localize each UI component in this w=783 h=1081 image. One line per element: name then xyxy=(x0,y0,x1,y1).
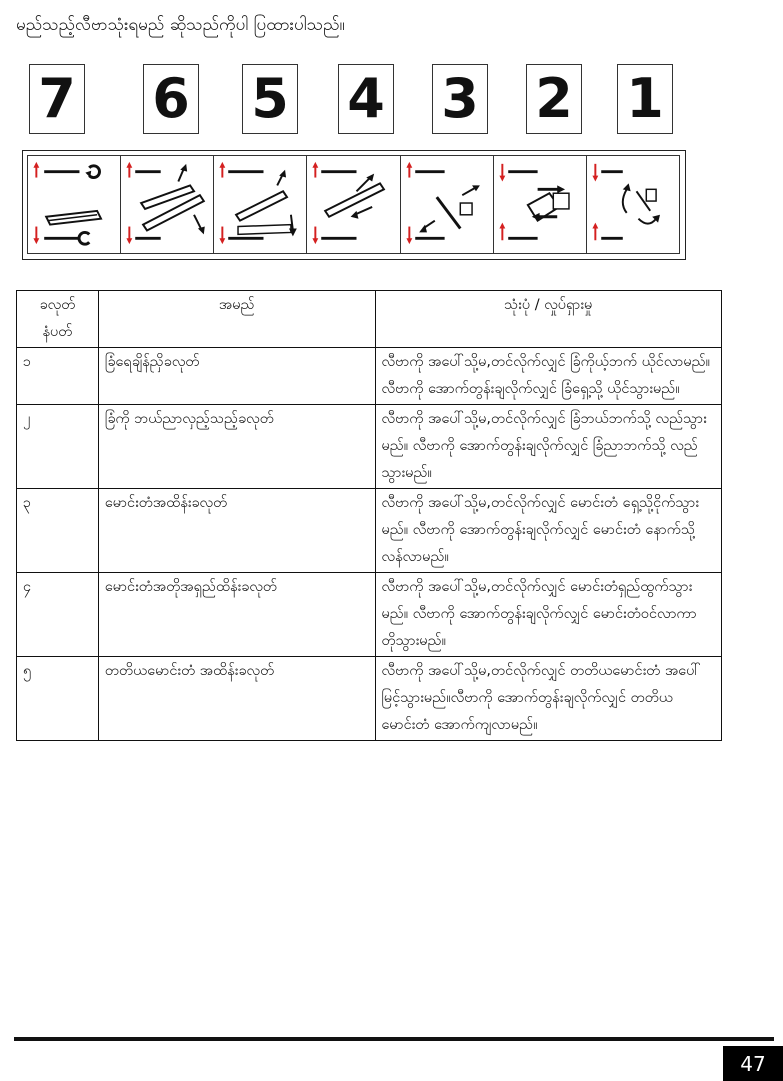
lever-number-box: 4 xyxy=(338,64,394,134)
table-row xyxy=(17,489,722,573)
table-header-row xyxy=(17,291,722,348)
intro-text: မည်သည့်လီဗာသုံးရမည် ဆိုသည်ကိုပါ ပြထားပါသည်။ xyxy=(16,15,345,35)
row-description: လီဗာကို အပေါ်သို့မ,တင်လိုက်လျှင် တတိယမောင်းတံ အပေါ်မြင့်သွားမည်။လီဗာကို အောက်တွန်းချလိုက်လျှင် တတိယမောင်းတံ အောက်ကျလာမည်။ xyxy=(375,657,722,741)
row-number: ၄ xyxy=(17,573,99,657)
table-row xyxy=(17,348,722,405)
row-number: ၂ xyxy=(17,405,99,489)
header-name: အမည် xyxy=(98,291,375,348)
lever-4-boom-telescope-icon xyxy=(307,156,400,253)
table-row xyxy=(17,573,722,657)
row-name: ခြံရေချိန်ညှိခလုတ် xyxy=(98,348,375,405)
lever-7-bucket-curl-icon xyxy=(28,156,121,253)
row-name: ခြံကို ဘယ်ညာလှည့်သည့်ခလုတ် xyxy=(98,405,375,489)
row-description: လီဗာကို အပေါ်သို့မ,တင်လိုက်လျှင် ခြံကိုယ့်ဘက် ယိုင်လာမည်။ လီဗာကို အောက်တွန်းချလိုက်လျှင် ခြံရှေ့သို့ ယိုင်သွားမည်။ xyxy=(375,348,722,405)
lever-3-boom-swing-icon xyxy=(401,156,494,253)
lever-number-box: 6 xyxy=(143,64,199,134)
row-name: မောင်းတံအထိန်းခလုတ် xyxy=(98,489,375,573)
row-name: တတိယမောင်းတံ အထိန်းခလုတ် xyxy=(98,657,375,741)
row-number: ၅ xyxy=(17,657,99,741)
page-number: 47 xyxy=(723,1046,783,1081)
table-row xyxy=(17,657,722,741)
lever-5-boom-extend-icon xyxy=(214,156,307,253)
lever-number-box: 3 xyxy=(432,64,488,134)
lever-icon-strip xyxy=(22,150,686,260)
table-row xyxy=(17,405,722,489)
footer-rule xyxy=(14,1037,774,1041)
row-description: လီဗာကို အပေါ်သို့မ,တင်လိုက်လျှင် မောင်းတံ ရှေ့သို့ငိုက်သွားမည်။ လီဗာကို အောက်တွန်းချလိုက်လျှင် မောင်းတံ နောက်သို့လန်လာမည်။ xyxy=(375,489,722,573)
row-number: ၃ xyxy=(17,489,99,573)
row-description: လီဗာကို အပေါ်သို့မ,တင်လိုက်လျှင် ခြံဘယ်ဘက်သို့ လည်သွားမည်။ လီဗာကို အောက်တွန်းချလိုက်လျှင် ခြံညာဘက်သို့ လည်သွားမည်။ xyxy=(375,405,722,489)
lever-1-arm-rotate-icon xyxy=(587,156,679,253)
lever-number-row xyxy=(14,64,774,136)
lever-number-box: 7 xyxy=(29,64,85,134)
lever-2-crane-rotate-icon xyxy=(494,156,587,253)
lever-function-table xyxy=(16,290,722,741)
row-description: လီဗာကို အပေါ်သို့မ,တင်လိုက်လျှင် မောင်းတံရှည်ထွက်သွားမည်။ လီဗာကို အောက်တွန်းချလိုက်လျှင် မောင်းတံဝင်လာကာ တိုသွားမည်။ xyxy=(375,573,722,657)
row-number: ၁ xyxy=(17,348,99,405)
header-lever-number: ခလုတ် နံပတ် xyxy=(17,291,99,348)
lever-number-box: 1 xyxy=(617,64,673,134)
row-name: မောင်းတံအတိုအရှည်ထိန်းခလုတ် xyxy=(98,573,375,657)
header-usage: သုံးပုံ / လှုပ်ရှားမှု xyxy=(375,291,722,348)
lever-number-box: 2 xyxy=(526,64,582,134)
lever-number-box: 5 xyxy=(242,64,298,134)
lever-6-boom-lift-icon xyxy=(121,156,214,253)
